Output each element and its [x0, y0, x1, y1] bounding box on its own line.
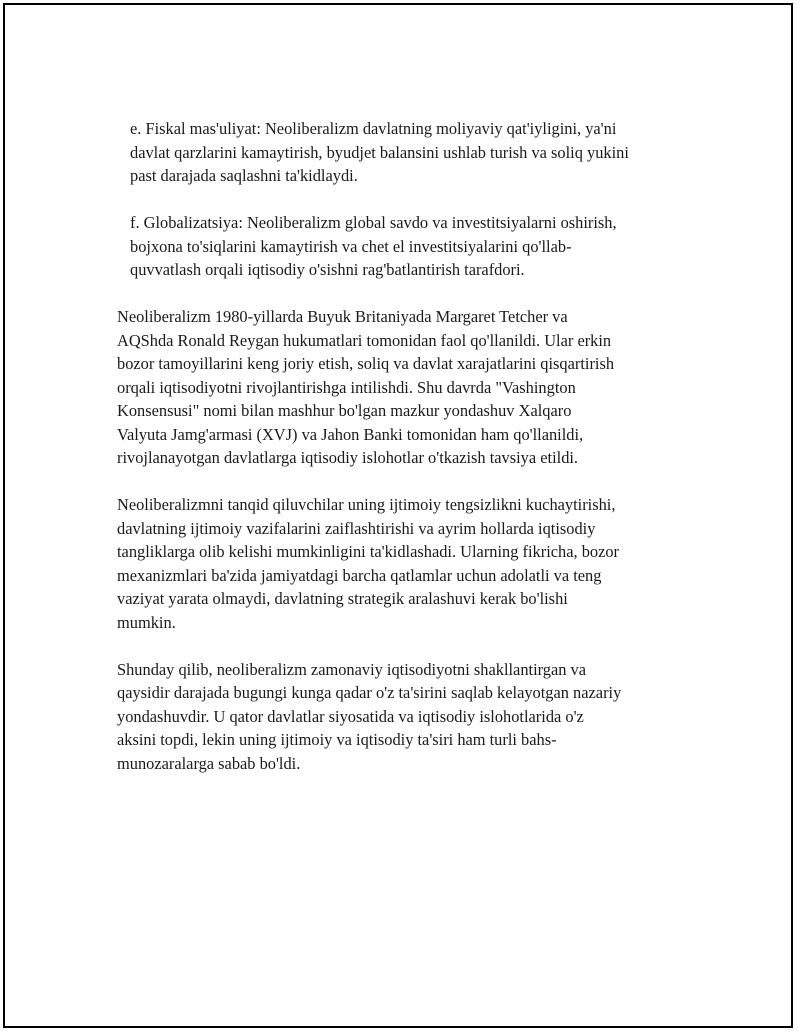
text-line: bozor tamoyillarini keng joriy etish, soliq va davlat xarajatlarini qisqartirish [117, 354, 615, 373]
paragraph-criticism [117, 493, 687, 634]
document-body [117, 117, 687, 799]
text-line: e. Fiskal mas'uliyat: Neoliberalizm davlatning moliyaviy qat'iyligini, ya'ni [130, 119, 617, 138]
text-line: bojxona to'siqlarini kamaytirish va chet el investitsiyalarini qo'llab- [130, 236, 572, 256]
text-line: aksini topdi, lekin uning ijtimoiy va iqtisodiy ta'siri ham turli bahs- [117, 730, 557, 749]
text-line: tangliklarga olib kelishi mumkinligini ta'kidlashadi. Ularning fikricha, bozor [117, 542, 620, 561]
paragraph-globalization [117, 211, 687, 282]
text-line: Shunday qilib, neoliberalizm zamonaviy iqtisodiyotni shakllantirgan va [117, 659, 587, 679]
text-line: Neoliberalizm 1980-yillarda Buyuk Britaniyada Margaret Tetcher va [117, 307, 568, 326]
text-line: davlatning ijtimoiy vazifalarini zaiflashtirishi va ayrim hollarda iqtisodiy [117, 518, 596, 538]
text-line: mumkin. [117, 612, 176, 632]
text-line: mexanizmlari ba'zida jamiyatdagi barcha qatlamlar uchun adolatli va teng [117, 565, 602, 585]
text-line: davlat qarzlarini kamaytirish, byudjet balansini ushlab turish va soliq yukini [130, 142, 629, 162]
text-line: qaysidir darajada bugungi kunga qadar o'z ta'sirini saqlab kelayotgan nazariy [117, 683, 622, 702]
text-line: rivojlanayotgan davlatlarga iqtisodiy islohotlar o'tkazish tavsiya etildi. [117, 448, 579, 467]
paragraph-conclusion [117, 658, 687, 776]
text-line: Konsensusi" nomi bilan mashhur bo'lgan mazkur yondashuv Xalqaro [117, 401, 572, 420]
text-line: past darajada saqlashni ta'kidlaydi. [130, 166, 358, 185]
text-line: Neoliberalizmni tanqid qiluvchilar uning ijtimoiy tengsizlikni kuchaytirishi, [117, 495, 616, 514]
text-line: AQShda Ronald Reygan hukumatlari tomonidan faol qo'llanildi. Ular erkin [117, 330, 612, 350]
text-line: orqali iqtisodiyotni rivojlantirishga intilishdi. Shu davrda "Vashington [117, 377, 576, 397]
text-line: f. Globalizatsiya: Neoliberalizm global savdo va investitsiyalarni oshirish, [130, 213, 617, 232]
text-line: quvvatlash orqali iqtisodiy o'sishni rag'batlantirish tarafdori. [130, 260, 525, 279]
text-line: yondashuvdir. U qator davlatlar siyosatida va iqtisodiy islohotlarida o'z [117, 706, 584, 726]
text-line: Valyuta Jamg'armasi (XVJ) va Jahon Banki tomonidan ham qo'llanildi, [117, 424, 584, 444]
text-line: vaziyat yarata olmaydi, davlatning strategik aralashuvi kerak bo'lishi [117, 589, 568, 608]
paragraph-fiscal-responsibility [117, 117, 687, 188]
text-line: munozaralarga sabab bo'ldi. [117, 753, 301, 773]
paragraph-history [117, 305, 687, 470]
